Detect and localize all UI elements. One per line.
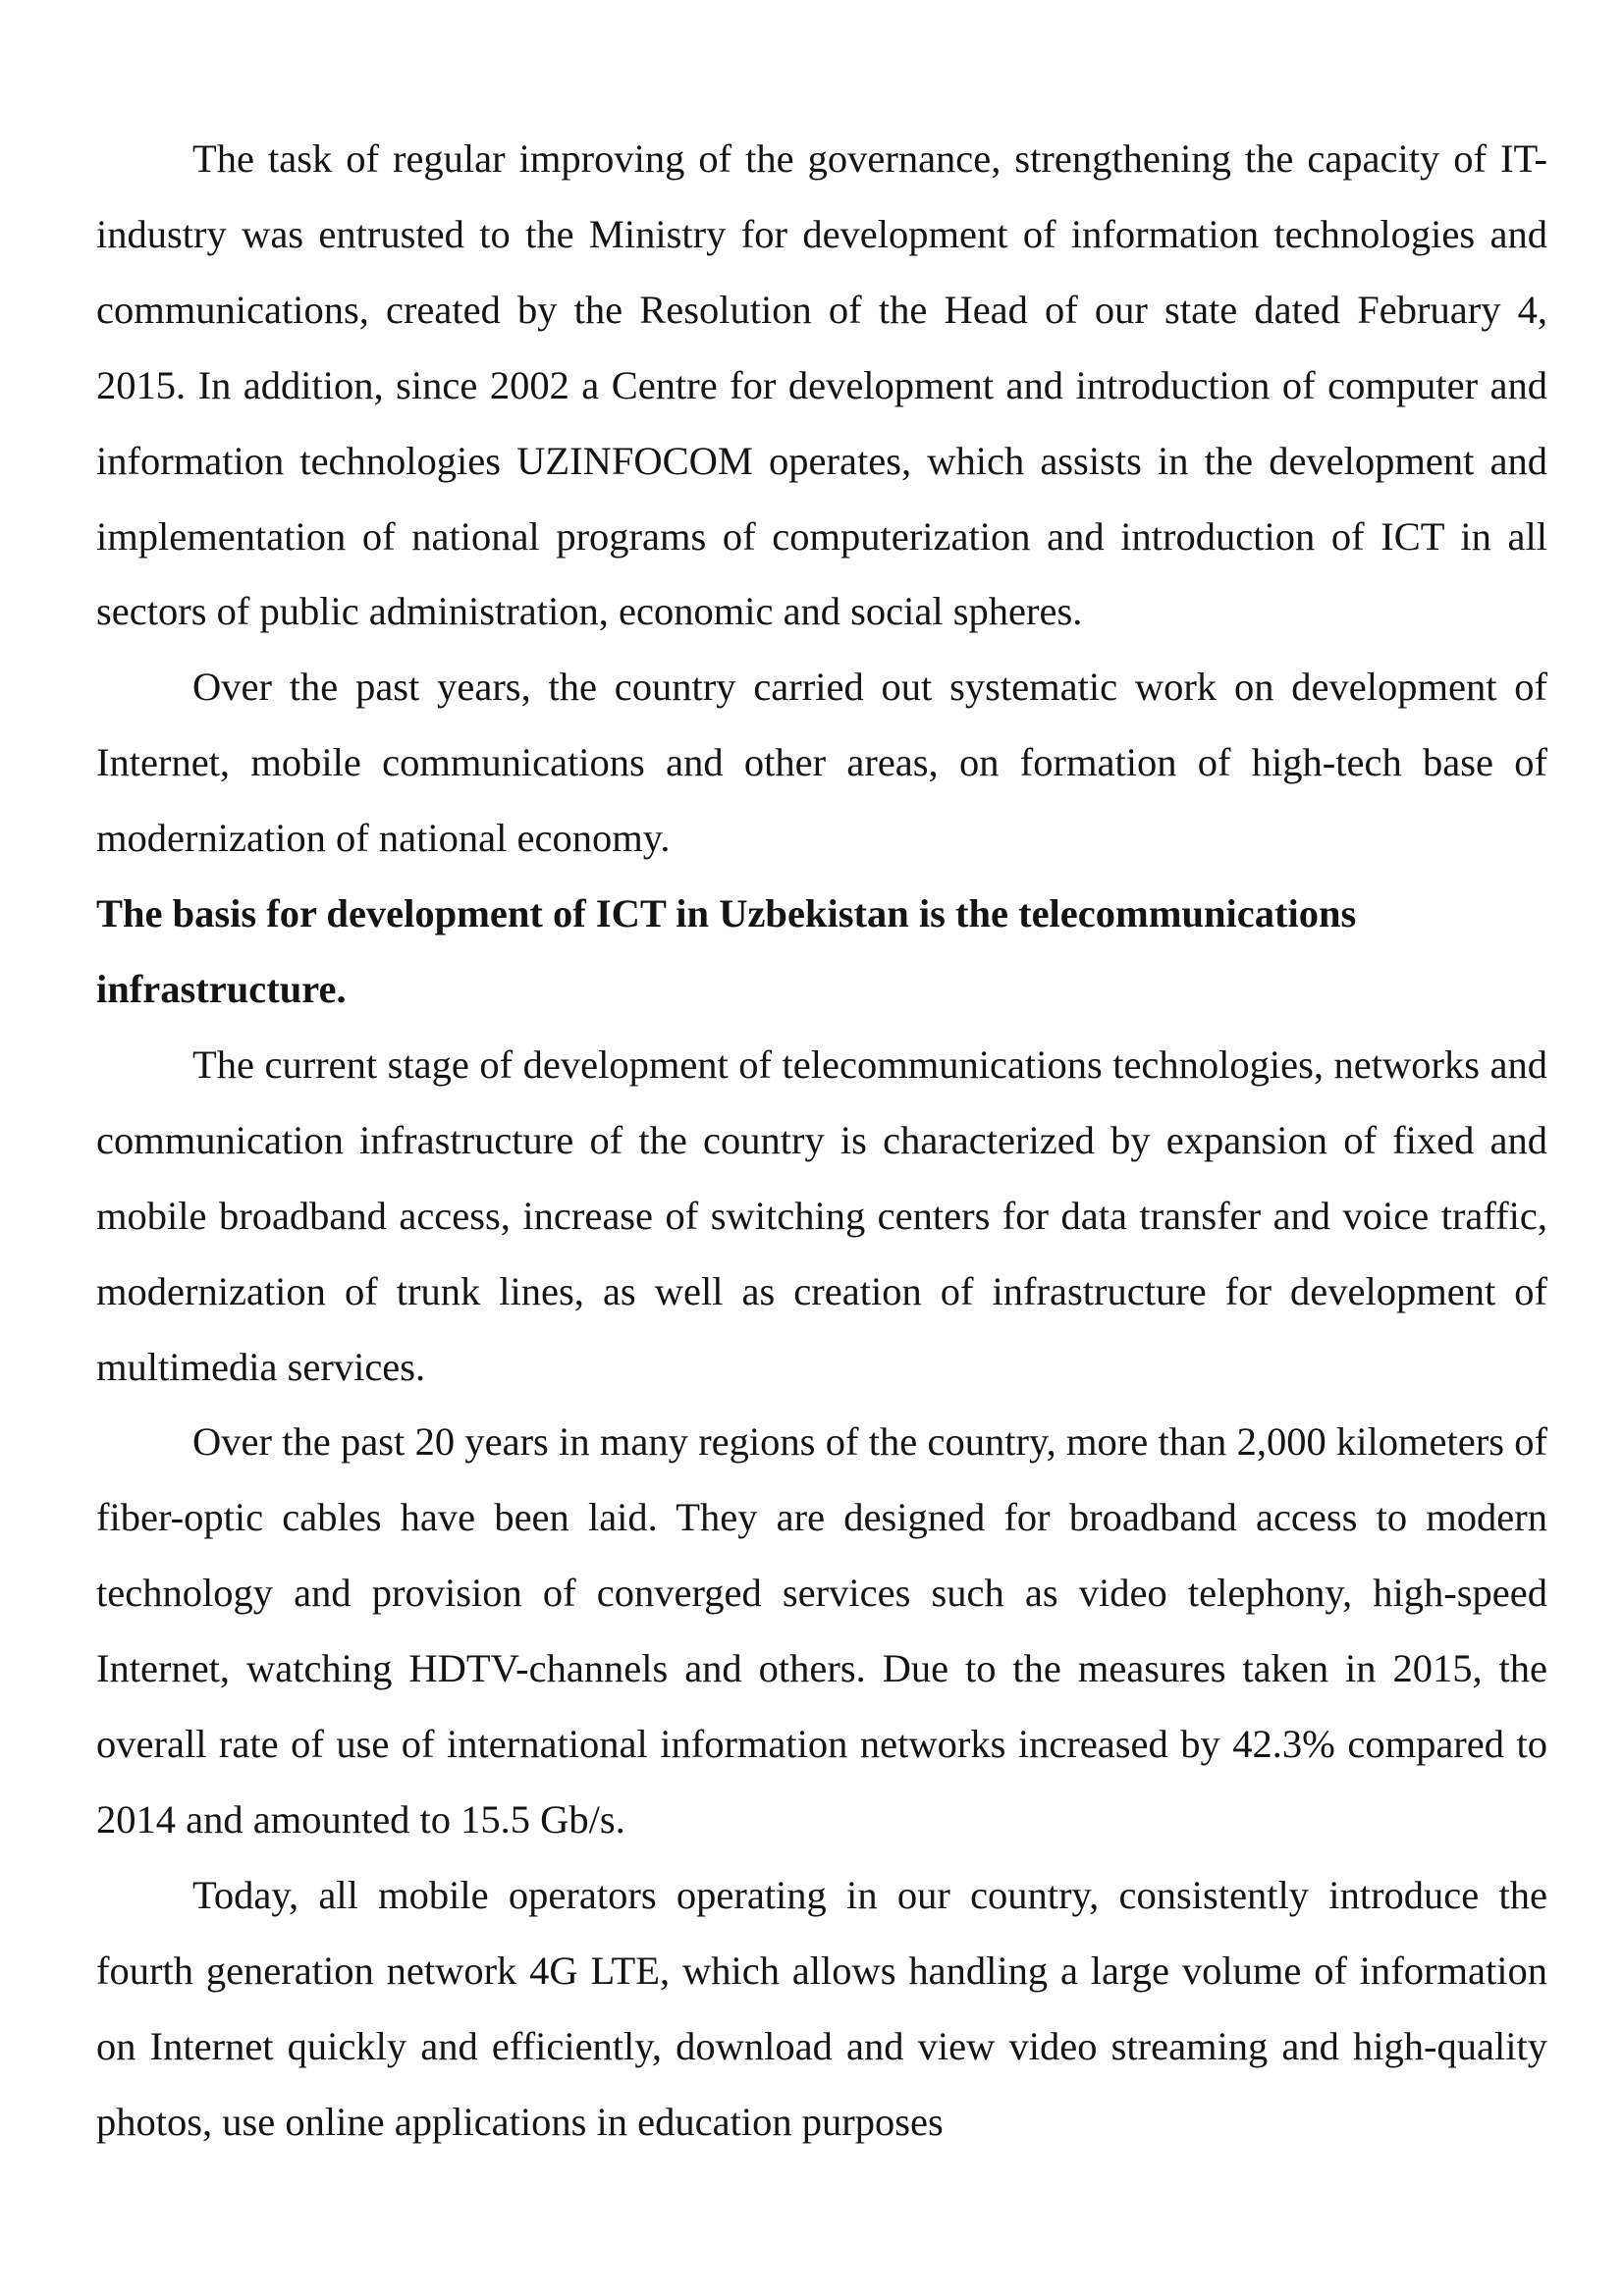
paragraph-telecom-stage: The current stage of development of telecommunications technologies, networks and communication infrastructure of the country is characterized by expansion of fixed and mobile broadband access, increase of switching centers for data transfer and voice traffic, modernization of trunk lines, as well as creation of infrastructure for development of multimedia services.: [96, 1041, 1547, 1389]
paragraph-internet-development: Over the past years, the country carried out systematic work on development of Internet, mobile communications and other areas, on formation of high-tech base of modernization of national economy.: [96, 665, 1547, 861]
paragraph-mobile-4g: Today, all mobile operators operating in our country, consistently introduce the fourth generation network 4G LTE, which allows handling a large volume of information on Internet quickly and efficiently, download and view video streaming and high-quality photos, use online applications in education purposes: [96, 1872, 1547, 2144]
paragraph-fiber-optic: Over the past 20 years in many regions of the country, more than 2,000 kilometers of fiber-optic cables have been laid. They are designed for broadband access to modern technology and provision of converged services such as video telephony, high-speed Internet, watching HDTV-channels and others. Due to the measures taken in 2015, the overall rate of use of international information networks increased by 42.3% compared to 2014 and amounted to 15.5 Gb/s.: [96, 1419, 1547, 1842]
paragraph-governance: The task of regular improving of the governance, strengthening the capacity of IT-industry was entrusted to the Ministry for development of information technologies and communications, created by the Resolution of the Head of our state dated February 4, 2015. In addition, since 2002 a Centre for development and introduction of computer and information technologies UZINFOCOM operates, which assists in the development and implementation of national programs of computerization and introduction of ICT in all sectors of public administration, economic and social spheres.: [96, 136, 1547, 634]
section-heading: The basis for development of ICT in Uzbekistan is the telecommunications infrastructure.: [96, 891, 1357, 1011]
document-page: [96, 122, 1547, 2160]
